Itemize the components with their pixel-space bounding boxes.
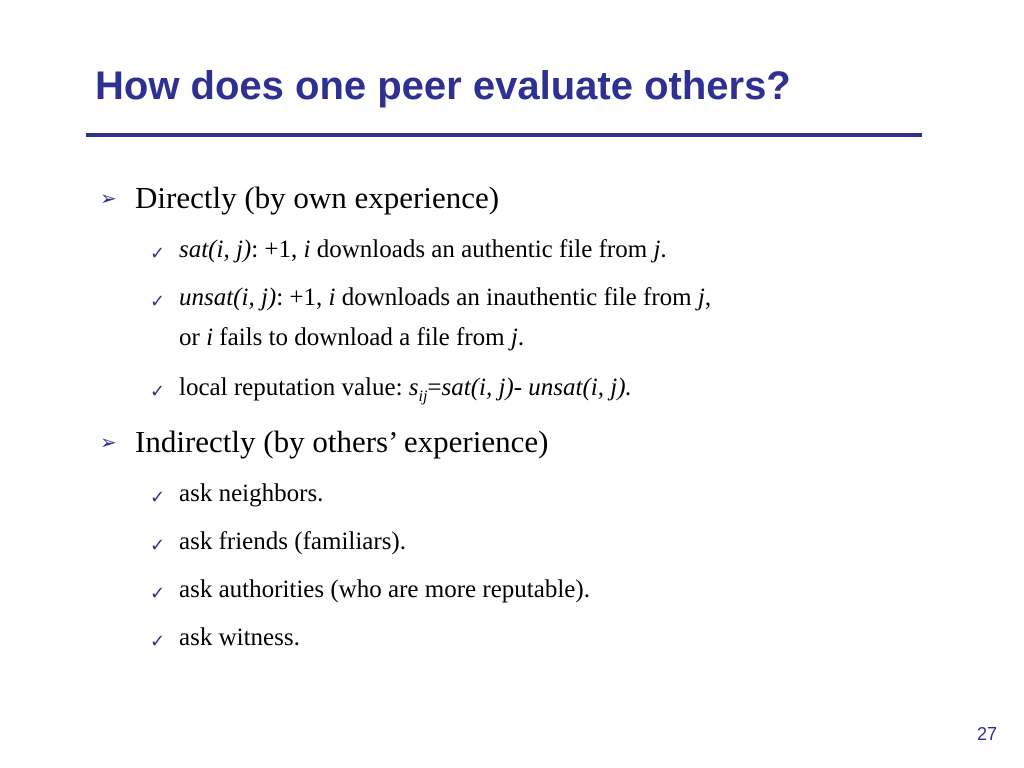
checkmark-icon: ✓ (150, 381, 166, 402)
bullet-label: Indirectly (by others’ experience) (135, 424, 549, 459)
sub-bullet-text: local reputation value: $s_{ij}=sat(i$, j)- unsat(i, j). (179, 374, 632, 405)
checkmark-icon: ✓ (150, 535, 166, 556)
checkmark-icon: ✓ (150, 583, 166, 604)
bullet-label: Directly (by own experience) (135, 180, 500, 215)
arrow-bullet-icon: ➢ (100, 186, 117, 210)
checkmark-icon: ✓ (150, 291, 166, 312)
slide-title: How does one peer evaluate others? (95, 64, 791, 108)
title-underline (86, 133, 922, 137)
sub-bullet-text: ask authorities (who are more reputable). (179, 576, 590, 603)
checkmark-icon: ✓ (150, 631, 166, 652)
sub-bullet-text: sat(i, j): +1, i downloads an authentic file from j. (179, 236, 667, 263)
page-number: 27 (976, 724, 997, 744)
sub-bullet-text: ask witness. (179, 624, 300, 651)
checkmark-icon: ✓ (150, 487, 166, 508)
checkmark-icon: ✓ (150, 243, 166, 264)
arrow-bullet-icon: ➢ (100, 430, 117, 454)
sub-bullet-text: unsat(i, j): +1, i downloads an inauthentic file from j, or i fails to download a file from j. (179, 284, 712, 351)
sub-bullet-text: ask neighbors. (179, 480, 324, 507)
sub-bullet-text: ask friends (familiars). (179, 528, 407, 555)
